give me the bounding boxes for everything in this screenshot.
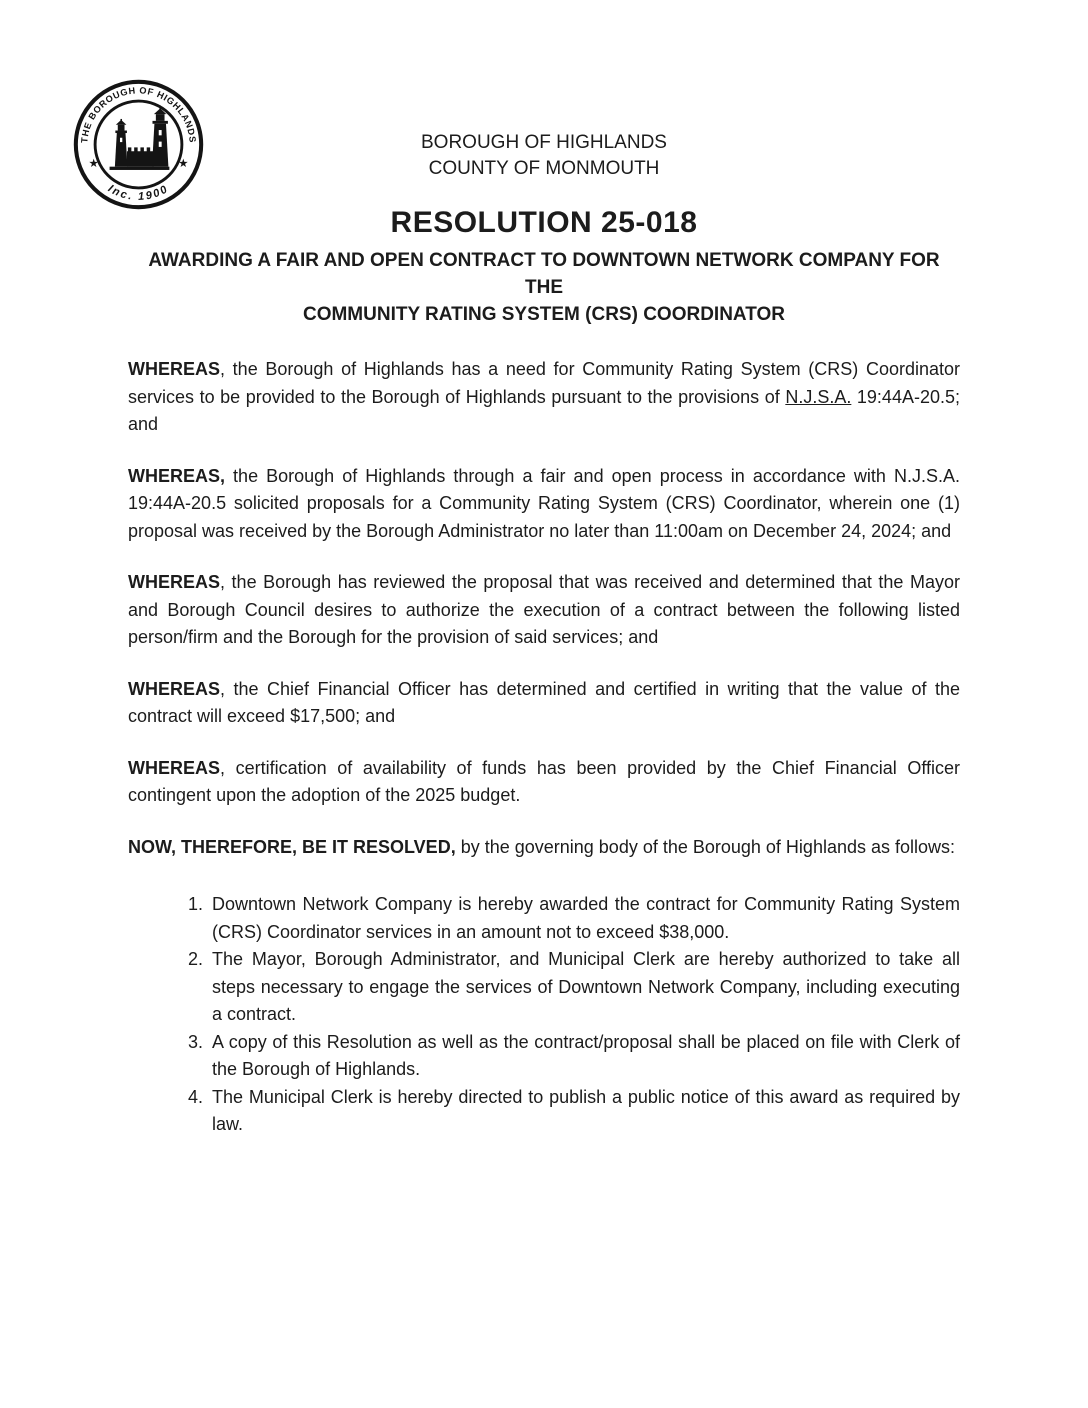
paragraph-lead: WHEREAS — [128, 359, 221, 379]
seal-star-right-icon: ★ — [178, 156, 189, 171]
borough-seal-icon — [71, 77, 206, 212]
resolution-subtitle-line1: AWARDING A FAIR AND OPEN CONTRACT TO DOWNTOWN NETWORK COMPANY FOR THE — [148, 250, 940, 298]
borough-name: BOROUGH OF HIGHLANDS — [421, 132, 667, 153]
whereas-paragraph-2 — [128, 463, 960, 546]
seal-ring-text-top: THE BOROUGH OF HIGHLANDS — [79, 85, 198, 144]
resolved-item-4 — [128, 1084, 960, 1139]
resolution-body — [128, 356, 960, 1139]
item-text: Downtown Network Company is hereby awarded the contract for Community Rating System (CRS) Coordinator services in an amount not to exceed $38,000. — [212, 894, 960, 942]
statute-citation: N.J.S.A. — [785, 386, 852, 407]
county-name: COUNTY OF MONMOUTH — [428, 158, 660, 179]
resolved-item-2 — [128, 946, 960, 1029]
paragraph-text: 19:44A-20.5; and — [128, 386, 960, 434]
resolution-title: RESOLUTION 25-018 — [390, 206, 698, 239]
document-header — [128, 0, 960, 182]
paragraph-lead: WHEREAS — [128, 572, 221, 592]
seal-twin-lights-icon — [110, 105, 170, 170]
resolved-item-3 — [128, 1029, 960, 1084]
seal-ring-text-bottom: Inc. 1900 — [105, 182, 172, 204]
resolved-paragraph — [128, 834, 960, 862]
paragraph-text: , the Borough of Highlands has a need for Community Rating System (CRS) Coordinator services to be provided to the Borough of Highlands pursuant to the provisions of — [128, 359, 960, 407]
item-number: 3. — [188, 1031, 204, 1052]
item-text: A copy of this Resolution as well as the contract/proposal shall be placed on file with Clerk of the Borough of Highlands. — [212, 1031, 960, 1079]
item-text: The Mayor, Borough Administrator, and Municipal Clerk are hereby authorized to take all steps necessary to engage the services of Downtown Network Company, including executing a contract. — [212, 949, 960, 1024]
paragraph-text: , the Borough has reviewed the proposal that was received and determined that the Mayor and Borough Council desires to authorize the execution of a contract between the following listed person/firm and the Borough for the provision of said services; and — [128, 572, 960, 647]
seal-inner-ring — [95, 101, 182, 188]
paragraph-lead: NOW, THEREFORE, BE IT RESOLVED, — [128, 836, 456, 857]
resolved-list — [128, 891, 960, 1139]
item-number: 2. — [188, 949, 204, 969]
whereas-paragraph-5 — [128, 755, 960, 810]
paragraph-text: , the Chief Financial Officer has determined and certified in writing that the value of the contract will exceed $17,500; and — [128, 678, 960, 726]
paragraph-text: by the governing body of the Borough of Highlands as follows: — [455, 836, 956, 857]
item-number: 4. — [188, 1086, 204, 1107]
seal-star-left-icon: ★ — [88, 156, 99, 171]
paragraph-lead: WHEREAS — [128, 757, 221, 778]
paragraph-text: , certification of availability of funds has been provided by the Chief Financial Officer contingent upon the adoption of the 2025 budget. — [128, 757, 960, 805]
whereas-paragraph-4 — [128, 676, 960, 731]
paragraph-text: the Borough of Highlands through a fair and open process in accordance with N.J.S.A. 19:44A-20.5 solicited proposals for a Community Rating System (CRS) Coordinator, wherein one (1) proposal was received by the Borough Administrator no later than 11:00am on December 24, 2024; and — [128, 465, 960, 541]
whereas-paragraph-3 — [128, 569, 960, 652]
item-text: The Municipal Clerk is hereby directed to publish a public notice of this award as required by law. — [212, 1086, 960, 1134]
resolution-subtitle-line2: COMMUNITY RATING SYSTEM (CRS) COORDINATOR — [302, 304, 786, 325]
paragraph-lead: WHEREAS — [128, 678, 221, 699]
item-number: 1. — [188, 894, 204, 914]
whereas-paragraph-1 — [128, 356, 960, 439]
resolved-item-1 — [128, 891, 960, 946]
paragraph-lead: WHEREAS, — [128, 465, 226, 486]
resolution-subtitle — [128, 247, 960, 328]
